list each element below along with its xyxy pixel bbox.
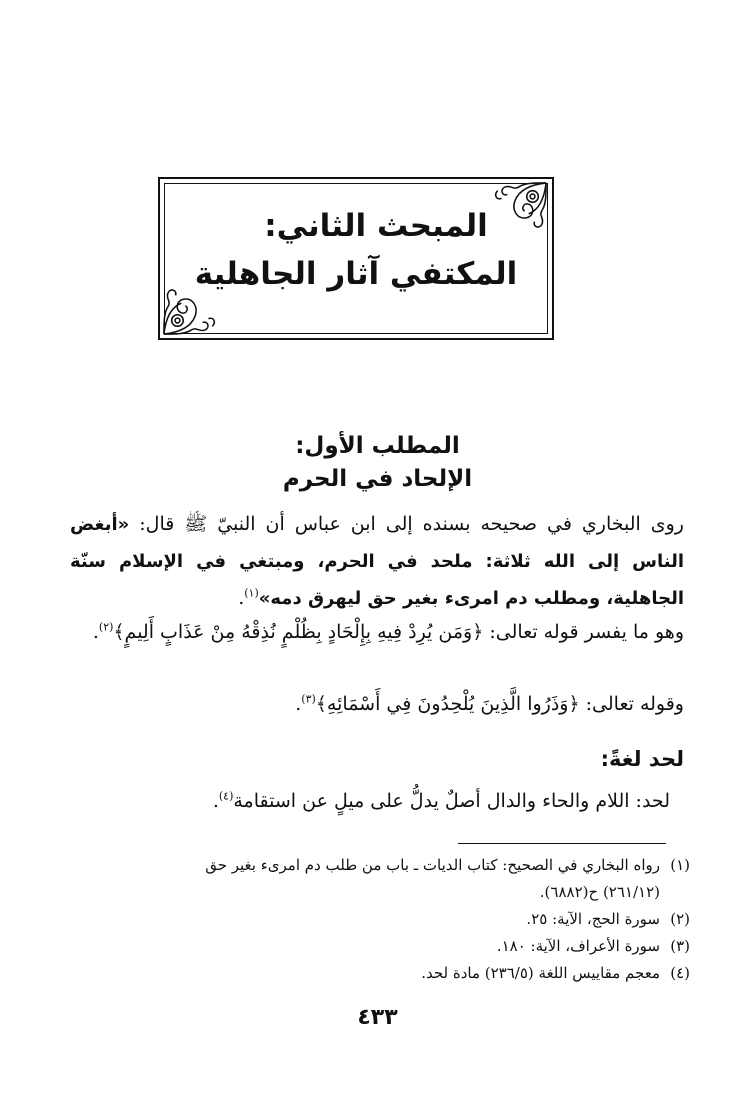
hadith-quote: «أبغض الناس إلى الله ثلاثة: ملحد في الحرم، ومبتغي في الإسلام سنّة الجاهلية، ومطلب دم امرىء بغير حق ليهرق دمه» <box>70 514 684 609</box>
sentence-end: . <box>295 693 302 715</box>
footnote-3 <box>66 933 690 960</box>
footnote-ref-3: (٣) <box>301 692 316 706</box>
footnote-text: رواه البخاري في الصحيح: كتاب الديات ـ باب من طلب دم امرىء بغير حق <box>205 856 660 874</box>
definition-heading: لحد لغةً: <box>600 747 684 771</box>
footnote-number: (٢) <box>670 910 690 928</box>
quran-verse-paragraph <box>70 614 684 651</box>
sentence-end: . <box>92 621 99 643</box>
definition-paragraph <box>80 783 670 820</box>
sentence-end: . <box>238 587 245 609</box>
footnote-4 <box>66 960 690 987</box>
footnote-text: سورة الأعراف، الآية: ١٨٠. <box>496 937 660 955</box>
footnote-ref-2: (٢) <box>98 620 114 634</box>
footnote-number: (٣) <box>670 937 690 955</box>
footnote-number: (٤) <box>670 964 690 982</box>
hadith-paragraph <box>70 506 684 617</box>
chapter-title-box <box>158 177 554 340</box>
section-heading: المطلب الأول: <box>295 433 460 459</box>
definition-text: لحد: اللام والحاء والدال أصلٌ يدلُّ على ميلٍ عن استقامة <box>233 790 670 812</box>
footnote-separator <box>458 843 666 844</box>
footnote-1 <box>66 852 690 906</box>
section-subheading: الإلحاد في الحرم <box>282 466 473 492</box>
sentence-end: . <box>212 790 219 812</box>
footnote-number: (١) <box>670 856 690 874</box>
footnote-ref-1: (١) <box>244 586 259 600</box>
page-number: ٤٣٣ <box>357 1005 398 1030</box>
footnote-continuation: (٢٦١/١٢) ح(٦٨٨٢). <box>539 883 660 901</box>
chapter-title-line2: المكتفي آثار الجاهلية <box>194 256 518 292</box>
chapter-title-line1: المبحث الثاني: <box>264 208 488 244</box>
footnote-2 <box>66 906 690 933</box>
verse-text-2: وقوله تعالى: ﴿وَذَرُوا الَّذِينَ يُلْحِدُونَ فِي أَسْمَائِهِ﴾ <box>315 693 684 715</box>
footnote-text: معجم مقاييس اللغة (٢٣٦/٥) مادة لحد. <box>421 964 660 982</box>
quran-verse-paragraph-2 <box>70 686 684 723</box>
hadith-intro: روى البخاري في صحيحه بسنده إلى ابن عباس أن النبيّ ﷺ قال: <box>139 513 684 535</box>
footnote-text: سورة الحج، الآية: ٢٥. <box>526 910 660 928</box>
footnote-ref-4: (٤) <box>218 789 234 803</box>
verse-text-1: وهو ما يفسر قوله تعالى: ﴿وَمَن يُرِدْ فِيهِ بِإِلْحَادٍ بِظُلْمٍ نُذِقْهُ مِنْ عَذَابٍ أَلِيمٍ﴾ <box>113 621 684 643</box>
